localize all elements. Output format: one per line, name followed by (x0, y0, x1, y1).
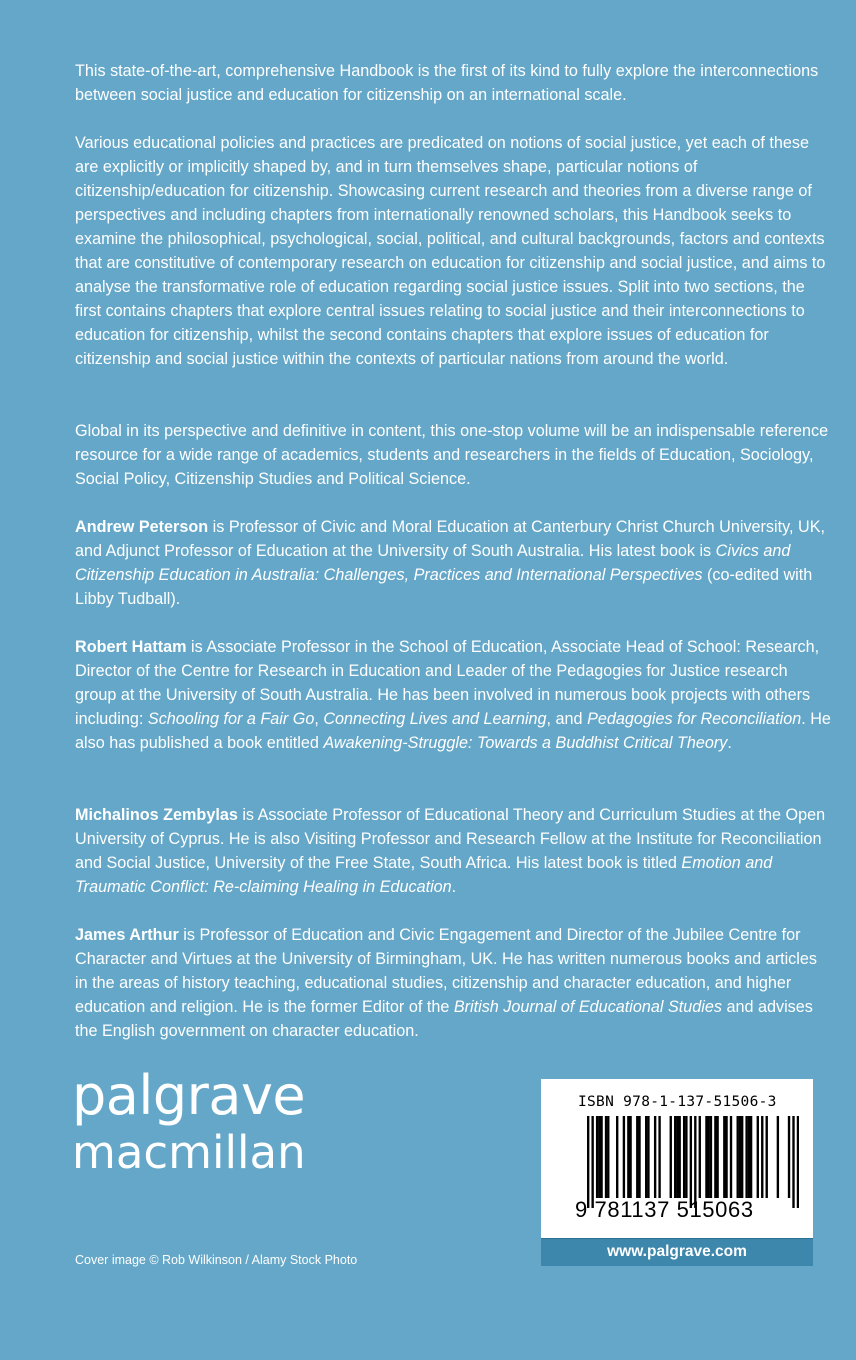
barcode-bar (645, 1116, 647, 1198)
barcode-bar (596, 1116, 598, 1198)
barcode-bar (694, 1116, 696, 1208)
description-paragraph-1: This state-of-the-art, comprehensive Handbook is the first of its kind to fully explore the interconnections between social justice and education for citizenship on an international scale. (75, 62, 819, 104)
barcode-bar (699, 1116, 701, 1198)
barcode-bar (627, 1116, 629, 1198)
barcode-bar (714, 1116, 716, 1198)
barcode-bar (598, 1116, 600, 1198)
author-bio-text: is Associate Professor of Educational Theory and Curriculum Studies at the Open University of Cyprus. He is also Visiting Professor and Research Fellow at the Institute for Reconciliation and Social Justice, University of the Free State, South Africa. His latest book is titled (75, 806, 826, 872)
barcode-bar (739, 1116, 741, 1198)
cover-image-credit: Cover image © Rob Wilkinson / Alamy Stock Photo (75, 1253, 358, 1267)
author-bio-text: is Associate Professor in the School of Education, Associate Head of School: Research, Director of the Centre for Research in Education and Leader of the Pedagogies for Justice research group at the University of South Australia. He has been involved in numerous book projects with others including: (75, 638, 820, 728)
barcode-bar (636, 1116, 638, 1198)
barcode-bar (708, 1116, 710, 1198)
barcode-bar (797, 1116, 799, 1208)
barcode-bar (705, 1116, 707, 1198)
author-bio-text: is Professor of Education and Civic Engagement and Director of the Jubilee Centre for Character and Virtues at the University of Birmingham, UK. He has written numerous books and articles in the areas of history teaching, educational studies, citizenship and character education, and higher education and religion. He is the former Editor of the (75, 926, 817, 1016)
author-bio-text: is Professor of Civic and Moral Education at Canterbury Christ Church University, UK, and Adjunct Professor of Education at the University of South Australia. His latest book is (75, 518, 825, 560)
barcode-bar (674, 1116, 676, 1198)
book-title: Civics and Citizenship Education in Australia: Challenges, Practices and International Perspectives (75, 542, 791, 584)
publisher-website[interactable]: www.palgrave.com (541, 1238, 813, 1266)
barcode-bar (725, 1116, 727, 1198)
barcode-bar (647, 1116, 649, 1198)
barcode-bar (737, 1116, 739, 1198)
barcode-bar (710, 1116, 712, 1198)
barcode-bar (605, 1116, 607, 1198)
barcode-bar (723, 1116, 725, 1198)
barcode-bar (629, 1116, 631, 1198)
barcode-bar (690, 1116, 692, 1208)
barcode-bar (658, 1116, 660, 1198)
barcode-bar (616, 1116, 618, 1198)
separator-text: , and (546, 710, 588, 728)
barcode-icon (587, 1116, 799, 1208)
author-bio-arthur (75, 923, 833, 1043)
author-bio-text: (co-edited with Libby Tudball). (75, 566, 813, 608)
book-title: Connecting Lives and Learning (323, 710, 547, 728)
isbn-barcode-panel (541, 1079, 813, 1238)
barcode-bar (587, 1116, 589, 1208)
author-bio-text: . (451, 878, 457, 896)
barcode-bar (766, 1116, 768, 1198)
barcode-bar (623, 1116, 625, 1198)
barcode-bar (788, 1116, 790, 1198)
barcode-bar (792, 1116, 794, 1208)
book-title: Schooling for a Fair Go (147, 710, 315, 728)
description-paragraph-2: Various educational policies and practices are predicated on notions of social justice, yet each of these are explicitly or implicitly shaped by, and in turn themselves shape, particular notions of citizenship/education for citizenship. Showcasing current research and theories from a diverse range of perspectives and including chapters from internationally renowned scholars, this Handbook seeks to examine the philosophical, psychological, social, political, and cultural backgrounds, factors and contexts that are constitutive of contemporary research on education for citizenship and social justice, and aims to analyse the transformative role of education regarding social justice issues. Split into two sections, the first contains chapters that explore central issues relating to social justice and their interconnections to education for citizenship, whilst the second contains chapters that explore issues of education for citizenship and social justice within the contexts of particular nations from around the world. (75, 134, 826, 368)
logo-line-palgrave: palgrave (72, 1064, 306, 1127)
isbn-label: ISBN 978-1-137-51506-3 (578, 1094, 777, 1110)
author-bio-text: . He also has published a book entitled (75, 710, 831, 752)
author-name: Michalinos Zembylas (75, 806, 238, 824)
book-title: Pedagogies for Reconciliation (587, 710, 802, 728)
author-name: James Arthur (75, 926, 179, 944)
author-bio-text: and advises the English government on character education. (75, 998, 813, 1040)
barcode-bar (638, 1116, 640, 1198)
description-paragraph-3: Global in its perspective and definitive in content, this one-stop volume will be an indispensable reference resource for a wide range of academics, students and researchers in the fields of Education, Sociology, Social Policy, Citizenship Studies and Political Science. (75, 422, 829, 488)
barcode-bar (716, 1116, 718, 1198)
barcode-bar (748, 1116, 750, 1198)
barcode-bar (683, 1116, 685, 1198)
logo-line-macmillan: macmillan (72, 1126, 306, 1179)
book-title: Awakening-Struggle: Towards a Buddhist Critical Theory (323, 734, 728, 752)
book-title: Emotion and Traumatic Conflict: Re-claiming Healing in Education (75, 854, 773, 896)
author-bio-text: . (727, 734, 732, 752)
barcode-bar (750, 1116, 752, 1198)
author-bio-zembylas (75, 803, 833, 899)
author-name: Robert Hattam (75, 638, 187, 656)
separator-text: , (314, 710, 324, 728)
barcode-bar (745, 1116, 747, 1198)
barcode-bar (685, 1116, 687, 1198)
barcode-bar (670, 1116, 672, 1198)
barcode-bar (757, 1116, 759, 1198)
isbn-digits: 9 781137 515063 (575, 1197, 754, 1222)
journal-title: British Journal of Educational Studies (453, 998, 722, 1016)
palgrave-macmillan-logo (72, 1065, 306, 1179)
barcode-bar (761, 1116, 763, 1198)
barcode-bar (678, 1116, 680, 1198)
barcode-bar (730, 1116, 732, 1198)
barcode-bar (676, 1116, 678, 1198)
barcode-bar (654, 1116, 656, 1198)
barcode-bar (741, 1116, 743, 1198)
barcode-bar (591, 1116, 593, 1208)
barcode-bar (600, 1116, 602, 1198)
author-name: Andrew Peterson (75, 518, 209, 536)
barcode-bar (607, 1116, 609, 1198)
author-bio-hattam (75, 635, 833, 755)
author-bio-peterson (75, 515, 833, 611)
barcode-bar (777, 1116, 779, 1198)
